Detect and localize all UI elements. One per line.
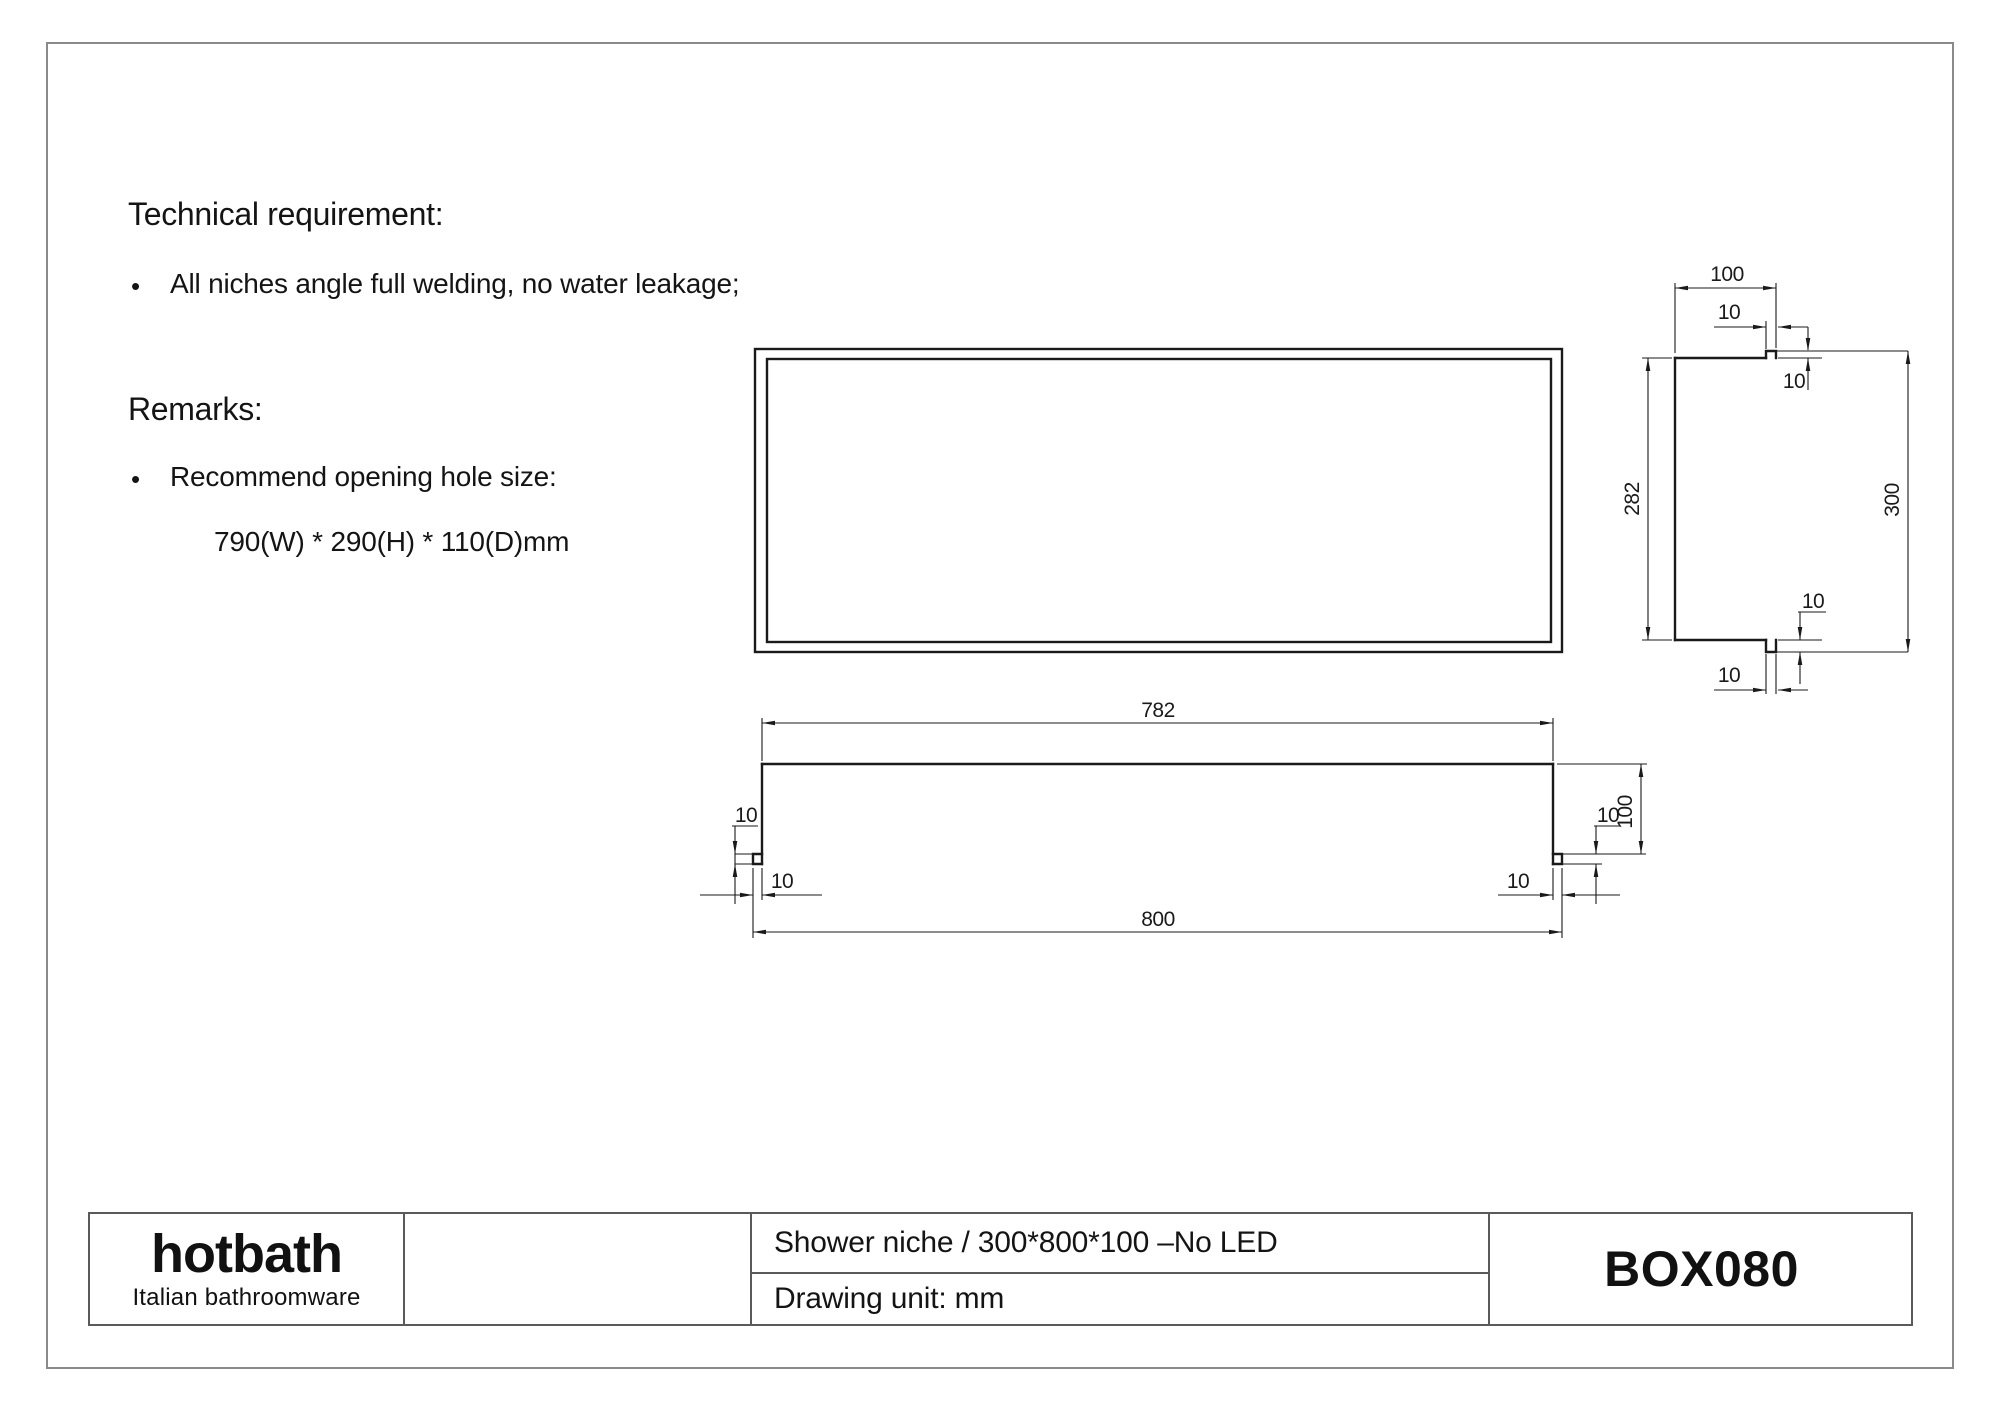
plan-left-lip xyxy=(753,854,762,864)
technical-requirement-bullet: All niches angle full welding, no water leakage; xyxy=(170,268,740,299)
title-block-logo-cell xyxy=(90,1214,405,1324)
dim-label-plan-right-lip-depth: 10 xyxy=(1596,804,1620,827)
dim-label-plan-right-lip-width: 10 xyxy=(1506,870,1530,893)
title-block xyxy=(88,1212,1913,1326)
side-view xyxy=(1621,263,1910,694)
model-number: BOX080 xyxy=(1604,1241,1799,1297)
plan-view xyxy=(700,699,1647,938)
side-bottom-flange xyxy=(1766,640,1776,652)
remarks-heading: Remarks: xyxy=(128,391,263,427)
dim-label-plan-left-lip-depth: 10 xyxy=(734,804,758,827)
dim-label-side-width: 100 xyxy=(1710,263,1744,286)
technical-requirement-heading: Technical requirement: xyxy=(128,196,444,232)
dim-label-side-outer-height: 300 xyxy=(1881,483,1904,517)
dim-label-side-inner-height: 282 xyxy=(1621,482,1644,516)
bullet-icon: • xyxy=(131,464,141,494)
title-block-empty-cell xyxy=(405,1214,752,1324)
product-description: Shower niche / 300*800*100 –No LED xyxy=(752,1214,1488,1274)
dim-label-side-top-flange: 10 xyxy=(1782,370,1806,393)
front-view xyxy=(755,349,1562,652)
dim-label-plan-outer-width: 800 xyxy=(1141,908,1175,931)
dim-label-side-bottom-lip: 10 xyxy=(1717,664,1741,687)
brand-logo: hotbath xyxy=(151,1223,342,1284)
dim-label-side-top-lip: 10 xyxy=(1717,301,1741,324)
plan-right-lip xyxy=(1553,854,1562,864)
dim-label-plan-left-lip-width: 10 xyxy=(770,870,794,893)
side-top-flange xyxy=(1766,351,1776,358)
bullet-icon: • xyxy=(131,271,141,301)
dim-label-plan-inner-width: 782 xyxy=(1141,699,1175,722)
front-view-inner-frame xyxy=(767,359,1551,642)
remarks-hole-size: 790(W) * 290(H) * 110(D)mm xyxy=(214,526,570,557)
front-view-outer-frame xyxy=(755,349,1562,652)
dim-label-plan-depth: 100 xyxy=(1614,795,1637,829)
remarks-bullet: Recommend opening hole size: xyxy=(170,461,557,492)
brand-tagline: Italian bathroomware xyxy=(132,1283,361,1311)
title-block-description-cell xyxy=(752,1214,1490,1324)
drawing-unit: Drawing unit: mm xyxy=(774,1282,1005,1315)
dim-label-side-bottom-flange: 10 xyxy=(1801,590,1825,613)
title-block-model-cell xyxy=(1490,1214,1913,1324)
